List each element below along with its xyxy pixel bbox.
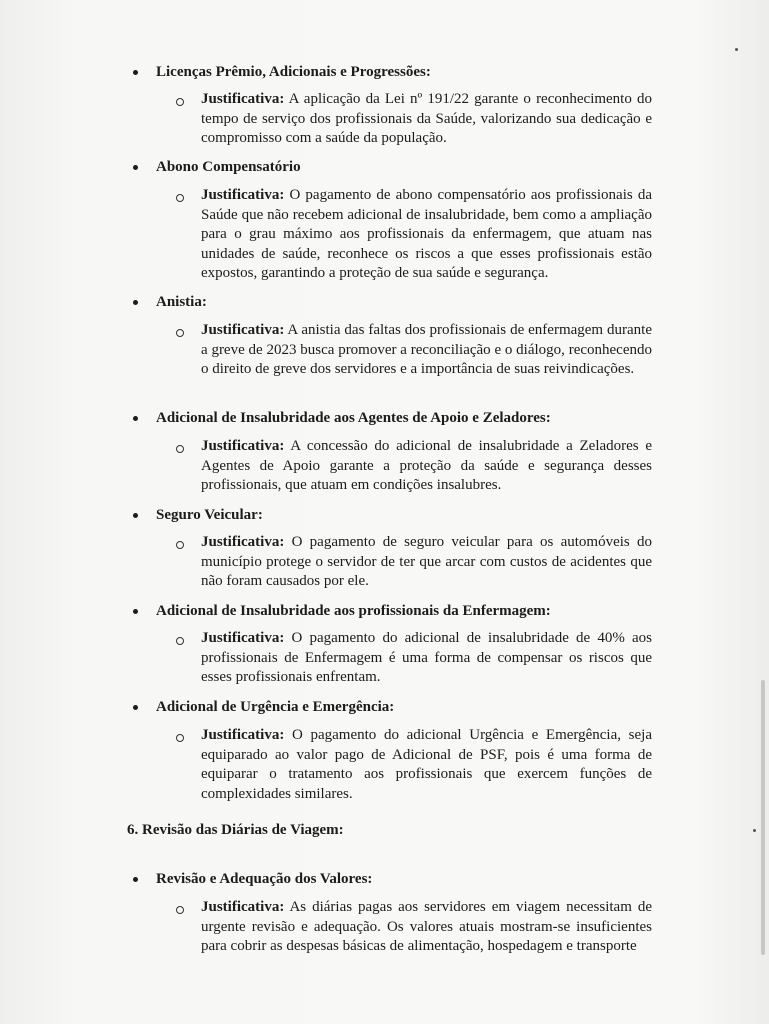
justification-label: Justificativa: — [201, 438, 285, 454]
item-title: Anistia: — [156, 294, 207, 310]
justification-paragraph — [201, 533, 652, 592]
item-title: Adicional de Urgência e Emergência: — [156, 699, 395, 715]
justification-label: Justificativa: — [201, 187, 285, 203]
justification-text: O pagamento do adicional de insalubridade de 40% aos profissionais de Enfermagem é uma forma de compensar os riscos que esses profissionais enfrentam. — [201, 630, 652, 685]
list-item-licencas — [0, 62, 769, 84]
page-speck — [753, 829, 756, 832]
item-title: Abono Compensatório — [156, 159, 301, 175]
justification-label: Justificativa: — [201, 899, 285, 915]
sub-bullet-icon — [176, 906, 184, 914]
justification-label: Justificativa: — [201, 727, 285, 743]
list-item-revisao — [0, 869, 769, 891]
section-heading: 6. Revisão das Diárias de Viagem: — [127, 822, 344, 838]
justification-label: Justificativa: — [201, 91, 285, 107]
sub-bullet-icon — [176, 329, 184, 337]
justification-paragraph — [201, 898, 652, 957]
scrollbar[interactable] — [761, 680, 765, 955]
item-title: Seguro Veicular: — [156, 507, 263, 523]
item-title: Adicional de Insalubridade aos Agentes de Apoio e Zeladores: — [156, 410, 551, 426]
justification-label: Justificativa: — [201, 630, 285, 646]
justification-paragraph — [201, 629, 652, 688]
justification-paragraph — [201, 90, 652, 149]
justification-text: A anistia das faltas dos profissionais de enfermagem durante a greve de 2023 busca promover a reconciliação e o diálogo, reconhecendo o direito de greve dos servidores e a importância de suas reivindicações. — [201, 322, 652, 377]
justification-text: As diárias pagas aos servidores em viagem necessitam de urgente revisão e adequação. Os valores atuais mostram-se insuficientes para cobrir as despesas básicas de alimentação, hospedagem e transporte — [201, 899, 652, 954]
list-item-urgencia — [0, 697, 769, 719]
item-title: Adicional de Insalubridade aos profissionais da Enfermagem: — [156, 603, 551, 619]
justification-text: A aplicação da Lei nº 191/22 garante o reconhecimento do tempo de serviço dos profissionais da Saúde, valorizando sua dedicação e compromisso com a saúde da população. — [201, 91, 652, 146]
sub-bullet-icon — [176, 637, 184, 645]
justification-paragraph — [201, 726, 652, 804]
bullet-icon — [133, 877, 138, 882]
bullet-icon — [133, 70, 138, 75]
justification-text: O pagamento do adicional Urgência e Emergência, seja equiparado ao valor pago de Adicional de PSF, pois é uma forma de equiparar o tratamento aos profissionais que exercem funções de complexidades similares. — [201, 727, 652, 802]
bullet-icon — [133, 300, 138, 305]
item-title: Licenças Prêmio, Adicionais e Progressões: — [156, 64, 431, 80]
justification-paragraph — [201, 321, 652, 380]
justification-text: O pagamento de abono compensatório aos profissionais da Saúde que não recebem adicional de insalubridade, bem como a ampliação para o grau máximo aos profissionais da enfermagem, que atuam nas unidades de saúde, reconhece os riscos a que esses profissionais estão expostos, garantindo a proteção de sua saúde e segurança. — [201, 187, 652, 281]
sub-bullet-icon — [176, 541, 184, 549]
list-item-abono — [0, 157, 769, 179]
bullet-icon — [133, 416, 138, 421]
page-speck — [735, 48, 738, 51]
list-item-insalubridade-apoio — [0, 408, 769, 430]
sub-bullet-icon — [176, 98, 184, 106]
justification-label: Justificativa: — [201, 534, 285, 550]
sub-bullet-icon — [176, 445, 184, 453]
sub-bullet-icon — [176, 734, 184, 742]
list-item-anistia — [0, 292, 769, 314]
item-title: Revisão e Adequação dos Valores: — [156, 871, 373, 887]
bullet-icon — [133, 609, 138, 614]
justification-label: Justificativa: — [201, 322, 285, 338]
justification-text: A concessão do adicional de insalubridade a Zeladores e Agentes de Apoio garante a proteção da saúde e segurança desses profissionais, que atuam em condições insalubres. — [201, 438, 652, 493]
list-item-seguro — [0, 505, 769, 527]
list-item-insalubridade-enfermagem — [0, 601, 769, 623]
bullet-icon — [133, 513, 138, 518]
justification-paragraph — [201, 437, 652, 496]
bullet-icon — [133, 165, 138, 170]
bullet-icon — [133, 705, 138, 710]
sub-bullet-icon — [176, 194, 184, 202]
justification-paragraph — [201, 186, 652, 284]
justification-text: O pagamento de seguro veicular para os automóveis do município protege o servidor de ter que arcar com custos de acidentes que não foram causados por ele. — [201, 534, 652, 589]
